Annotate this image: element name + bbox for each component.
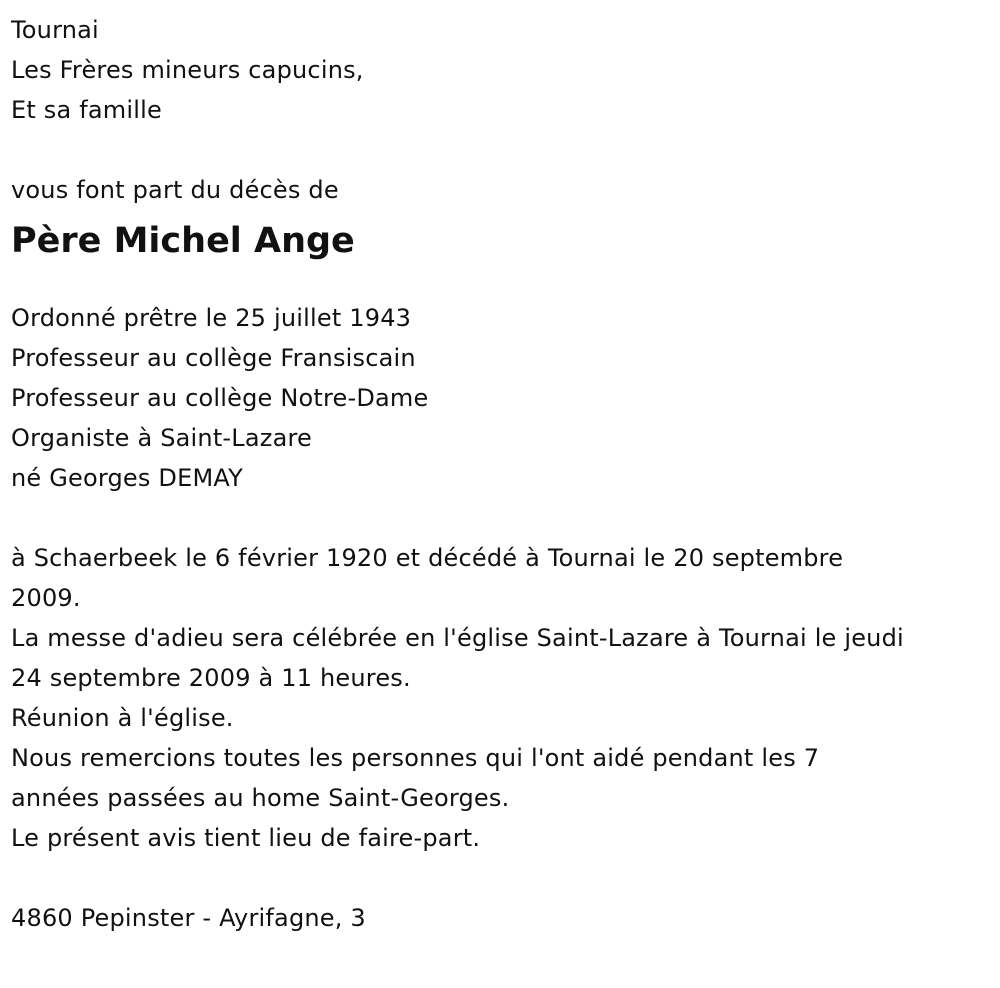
deceased-name: Père Michel Ange: [11, 221, 355, 261]
details-line: 2009.: [11, 584, 81, 612]
biography-line: Professeur au collège Notre-Dame: [11, 384, 429, 412]
biography-line: Professeur au collège Fransiscain: [11, 344, 416, 372]
details-line: Nous remercions toutes les personnes qui l'ont aidé pendant les 7: [11, 744, 820, 772]
details-line: Le présent avis tient lieu de faire-part.: [11, 824, 481, 852]
biography-line: né Georges DEMAY: [11, 464, 243, 492]
city-line: Tournai: [11, 16, 99, 44]
spacer: [11, 268, 1000, 298]
biography-line: Ordonné prêtre le 25 juillet 1943: [11, 304, 412, 332]
announcer-line-1: Les Frères mineurs capucins,: [11, 56, 364, 84]
details-line: La messe d'adieu sera célébrée en l'église Saint-Lazare à Tournai le jeudi: [11, 624, 904, 652]
announcer-line-2: Et sa famille: [11, 96, 162, 124]
spacer: [11, 858, 1000, 898]
intro-line: vous font part du décès de: [11, 176, 339, 204]
spacer: [11, 130, 1000, 170]
biography-line: Organiste à Saint-Lazare: [11, 424, 312, 452]
address-line: 4860 Pepinster - Ayrifagne, 3: [11, 904, 366, 932]
details-line: à Schaerbeek le 6 février 1920 et décédé à Tournai le 20 septembre: [11, 544, 844, 572]
details-line: Réunion à l'église.: [11, 704, 234, 732]
details-line: années passées au home Saint-Georges.: [11, 784, 510, 812]
details-line: 24 septembre 2009 à 11 heures.: [11, 664, 411, 692]
spacer: [11, 498, 1000, 538]
